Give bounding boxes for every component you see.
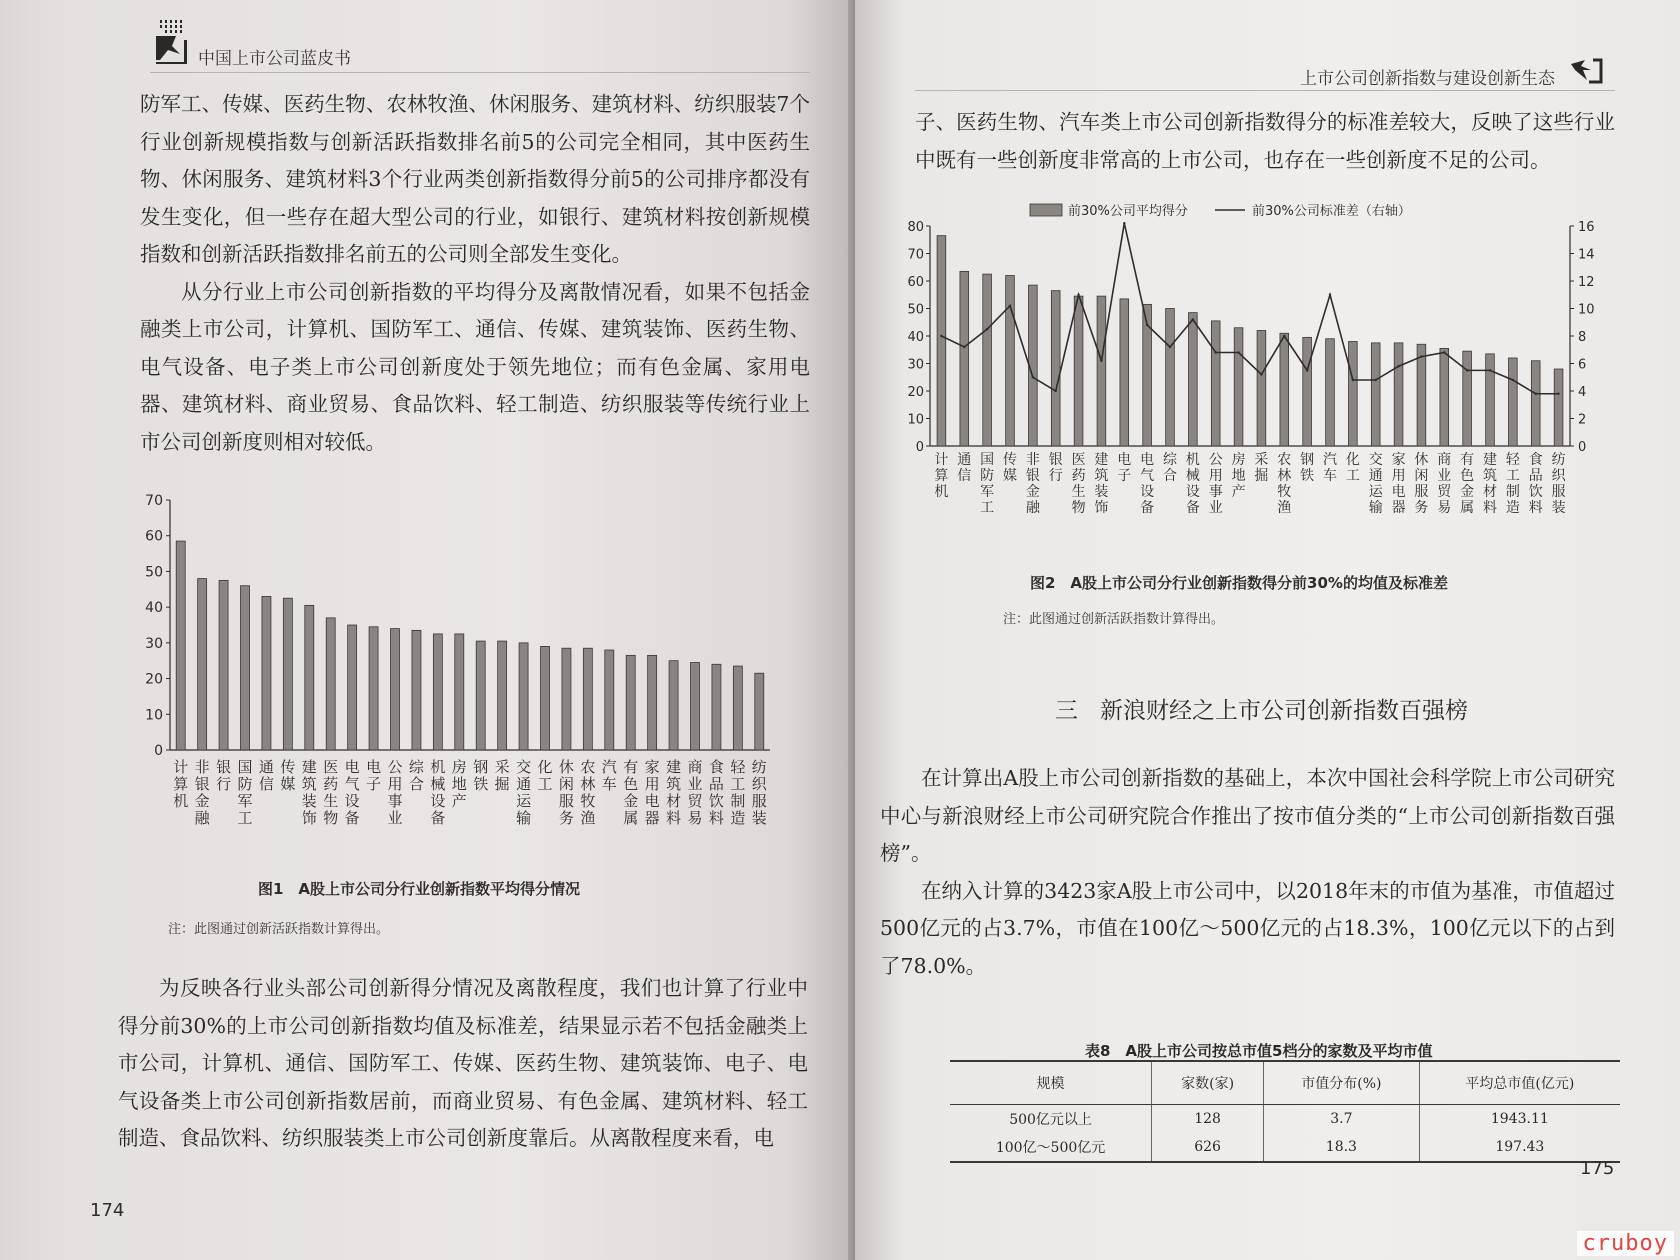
bar [198,579,207,750]
x-tick-label: 食品饮料 [708,758,724,827]
x-tick-label: 轻工制造 [730,758,746,827]
x-tick-label: 有色金属 [623,758,639,827]
x-tick-label: 家用电器 [644,758,660,827]
x-tick-label: 交通运输 [1368,452,1383,516]
running-header-right [915,50,1615,91]
x-tick-label: 农林牧渔 [1277,452,1292,516]
x-tick-label: 国防军工 [980,452,995,516]
bar [755,673,764,750]
x-tick-label: 机械设备 [430,758,446,827]
line-point [1375,379,1377,381]
x-tick-label: 轻工制造 [1505,452,1520,516]
x-tick-label: 汽车 [1323,452,1337,484]
line-point [963,346,965,348]
y-tick-label: 80 [907,220,924,235]
x-tick-label: 银行 [216,758,232,793]
body-text-right [880,760,1615,985]
x-tick-label: 计算机 [173,758,189,810]
line-point [1032,376,1034,378]
bar [605,650,614,750]
bar [1051,291,1060,446]
y2-tick-label: 4 [1578,385,1587,400]
y-tick-label: 60 [145,528,163,545]
x-tick-label: 纺织服装 [1551,452,1566,516]
x-tick-label: 采掘 [494,758,510,793]
line-point [1512,379,1514,381]
page-number-right: 175 [1580,1158,1615,1179]
legend-swatch-bar [1030,204,1062,216]
table-cell: 500亿元以上 [1009,1112,1092,1128]
y2-tick-label: 14 [1578,247,1595,263]
bar [476,641,485,750]
table-cell: 1943.11 [1419,1105,1620,1134]
x-tick-label: 医药生物 [323,758,339,827]
figure2-note: 注：此图通过创新活跃指数计算得出。 [1003,612,1225,627]
y-tick-label: 20 [145,671,163,688]
y-tick-label: 0 [154,743,163,759]
bar [648,655,657,750]
bar [691,663,700,751]
bar [1463,351,1472,446]
bar [326,618,335,750]
bar [283,598,292,750]
bar [176,541,185,750]
line-point [986,328,988,330]
x-tick-label: 医药生物 [1071,452,1086,516]
y-tick-label: 40 [145,600,163,617]
x-tick-label: 建筑装饰 [301,758,317,827]
bar [348,625,357,750]
bar [1326,339,1335,446]
bar [1303,337,1312,446]
x-tick-label: 通信 [957,452,972,484]
y-tick-label: 70 [907,247,924,263]
watermark: cruboy [1577,1231,1674,1256]
line-point [1420,355,1422,357]
y2-tick-label: 0 [1578,440,1587,455]
line-point [1077,294,1079,296]
bar [1211,321,1220,446]
line-point [1535,393,1537,395]
line-point [1009,305,1011,307]
table-header: 家数(家) [1152,1061,1264,1105]
line-point [940,335,942,337]
x-tick-label: 房地产 [1231,452,1246,500]
bar [1006,276,1015,447]
y-tick-label: 10 [145,707,163,724]
line-point [1352,379,1354,381]
x-tick-label: 农林牧渔 [580,758,596,827]
x-tick-label: 建筑材料 [666,758,682,827]
x-tick-label: 化工 [1345,452,1360,484]
x-tick-label: 休闲服务 [1414,452,1429,516]
x-tick-label: 公用事业 [1208,452,1223,516]
x-tick-label: 电气设备 [344,758,360,827]
x-tick-label: 食品饮料 [1528,452,1543,516]
line-point [1283,335,1285,337]
y2-tick-label: 2 [1578,412,1587,428]
bar [391,629,400,750]
line-point [1557,393,1559,395]
x-tick-label: 综合 [1163,452,1177,484]
y-tick-label: 50 [907,302,924,318]
body-text-bottom [118,970,808,1158]
bar [541,646,550,750]
line-point [1306,369,1308,371]
table-title: 表8 A股上市公司按总市值5档分的家数及平均市值 [1085,1042,1433,1060]
bar [1166,309,1175,447]
chapter-title: 上市公司创新指数与建设创新生态 [1300,69,1555,89]
y2-tick-label: 10 [1578,302,1595,318]
book-logo-icon [154,20,188,64]
line-point [1146,324,1148,326]
paragraph: 防军工、传媒、医药生物、农林牧渔、休闲服务、建筑材料、纺织服装7个行业创新规模指数与创新活跃指数排名前5的公司完全相同，其中医药生物、休闲服务、建筑材料3个行业两类创新指数得分前5的公司排序都没有发生变化，但一些存在超大型公司的行业，如银行、建筑材料按创新规模指数和创新活跃指数排名前五的公司则全部发生变化。 [140,92,810,266]
table-header: 规模 [950,1061,1152,1105]
paragraph: 在计算出A股上市公司创新指数的基础上，本次中国社会科学院上市公司研究中心与新浪财经上市公司研究院合作推出了按市值分类的“上市公司创新指数百强榜”。 [880,766,1615,865]
y-tick-label: 50 [145,564,163,581]
bar [519,643,528,750]
y2-tick-label: 12 [1578,275,1595,290]
paragraph: 为反映各行业头部公司创新得分情况及离散程度，我们也计算了行业中得分前30%的上市公司创新指数均值及标准差，结果显示若不包括金融类上市公司，计算机、通信、国防军工、传媒、医药生物、建筑装饰、电子、电气设备类上市公司创新指数居前，而商业贸易、有色金属、建筑材料、轻工制造、食品饮料、纺织服装类上市公司创新度靠后。从离散程度来看，电 [118,976,808,1150]
table-cell: 626 [1152,1133,1264,1162]
bar [412,630,421,750]
body-text-top [140,86,810,461]
book-title: 中国上市公司蓝皮书 [198,49,351,69]
x-tick-label: 有色金属 [1460,452,1475,516]
x-tick-label: 非银金融 [1025,452,1040,516]
bar [241,586,250,750]
table-row [950,1133,1620,1162]
y2-tick-label: 8 [1578,330,1587,345]
paragraph: 子、医药生物、汽车类上市公司创新指数得分的标准差较大，反映了这些行业中既有一些创新度非常高的上市公司，也存在一些创新度不足的公司。 [915,110,1615,172]
figure1-note: 注：此图通过创新活跃指数计算得出。 [168,922,390,937]
x-tick-label: 建筑材料 [1483,452,1497,516]
y-tick-label: 10 [907,412,924,428]
paragraph: 从分行业上市公司创新指数的平均得分及离散情况看，如果不包括金融类上市公司，计算机、国防军工、通信、传媒、建筑装饰、医药生物、电气设备、电子类上市公司创新度处于领先地位；而有色金属、家用电器、建筑材料、商业贸易、食品饮料、轻工制造、纺织服装等传统行业上市公司创新度则相对较低。 [140,279,810,454]
bar [562,648,571,750]
line-point [1329,294,1331,296]
bar [1440,348,1449,446]
line-point [1192,318,1194,320]
table-cell: 100亿～500亿元 [995,1140,1106,1156]
bar [583,648,592,750]
table-header: 平均总市值(亿元) [1419,1061,1620,1105]
line-point [1123,222,1125,224]
bar [1074,296,1083,446]
line-point [1466,369,1468,371]
bar [937,236,946,446]
paragraph: 在纳入计算的3423家A股上市公司中，以2018年末的市值为基准，市值超过500亿元的占3.7%，市值在100亿～500亿元的占18.3%，100亿元以下的占到了78.0%。 [880,878,1615,978]
bar [1394,343,1403,446]
x-tick-label: 交通运输 [516,758,532,827]
bar [433,634,442,750]
bar [369,627,378,750]
bar [1554,369,1563,446]
section-heading [1055,692,1468,725]
x-tick-label: 国防军工 [237,758,253,827]
x-tick-label: 化工 [537,758,553,793]
bar [983,274,992,446]
y-tick-label: 70 [145,493,163,509]
x-tick-label: 传媒 [280,758,296,793]
bar [733,666,742,750]
bar [960,271,969,446]
x-tick-label: 商业贸易 [687,758,703,827]
x-tick-label: 通信 [258,758,274,793]
bar [1257,331,1266,447]
y-tick-label: 60 [907,275,924,290]
x-tick-label: 建筑装饰 [1094,452,1109,516]
y-tick-label: 30 [907,357,924,373]
x-tick-label: 房地产 [451,758,467,810]
line-point [1055,390,1057,392]
y-tick-label: 0 [915,440,924,455]
x-tick-label: 计算机 [934,452,949,500]
x-tick-label: 电子 [366,758,382,793]
x-tick-label: 电气设备 [1140,452,1155,516]
x-tick-label: 机械设备 [1185,452,1200,516]
x-tick-label: 传媒 [1003,452,1017,484]
bar [1349,342,1358,447]
figure2-combo-chart [900,200,1620,550]
line-point [1489,369,1491,371]
x-tick-label: 非银金融 [194,758,210,827]
x-tick-label: 采掘 [1254,452,1269,484]
bar [1120,299,1129,446]
bar [1280,333,1289,446]
chapter-mark-icon [1567,56,1605,86]
y-tick-label: 20 [907,385,924,400]
bar [219,580,228,750]
body-text-right-top [915,104,1615,179]
y2-tick-label: 6 [1578,357,1587,373]
x-tick-label: 钢铁 [1300,452,1315,484]
section-number: 三 [1055,698,1078,724]
bar [1417,344,1426,446]
bar [262,596,271,750]
right-page [855,0,1680,1260]
bar [1509,358,1518,446]
x-tick-label: 家用电器 [1391,452,1406,516]
bar [1486,354,1495,446]
y-tick-label: 40 [907,330,924,345]
figure1-caption: 图1 A股上市公司分行业创新指数平均得分情况 [258,880,581,898]
line-point [1100,360,1102,362]
running-header [150,14,810,73]
x-tick-label: 休闲服务 [558,758,574,827]
table-cell: 197.43 [1419,1133,1620,1162]
bar [305,605,314,750]
line-point [1260,373,1262,375]
data-table [950,1060,1620,1163]
y-tick-label: 30 [145,635,163,652]
figure2-caption: 图2 A股上市公司分行业创新指数得分前30%的均值及标准差 [1030,574,1448,592]
table-row [950,1105,1620,1134]
page-number-left: 174 [90,1200,125,1221]
line-point [1215,351,1217,353]
bar [669,661,678,750]
figure1-bar-chart [140,490,810,850]
bar [626,655,635,750]
bar [1189,313,1198,446]
x-tick-label: 电子 [1117,452,1132,484]
x-tick-label: 商业贸易 [1437,452,1452,516]
x-tick-label: 汽车 [601,758,617,793]
legend-label: 前30%公司平均得分 [1068,204,1188,219]
line-point [1237,351,1239,353]
table-header: 市值分布(%) [1264,1061,1420,1105]
line-point [1397,365,1399,367]
y2-tick-label: 16 [1578,220,1595,235]
legend-label: 前30%公司标准差（右轴） [1252,204,1411,219]
x-tick-label: 综合 [408,758,424,793]
x-tick-label: 银行 [1048,452,1063,484]
bar [498,641,507,750]
x-tick-label: 钢铁 [473,758,489,793]
table-cell: 3.7 [1264,1105,1420,1134]
x-tick-label: 纺织服装 [751,758,767,827]
bar [1531,361,1540,446]
line-point [1443,351,1445,353]
bar [1097,296,1106,446]
bar [1234,328,1243,446]
line-point [1169,346,1171,348]
table-cell: 18.3 [1264,1133,1420,1162]
x-tick-label: 公用事业 [387,758,403,827]
section-title: 新浪财经之上市公司创新指数百强榜 [1100,698,1468,724]
bar [712,664,721,750]
table-cell: 128 [1152,1105,1264,1134]
bar [1371,343,1380,446]
bar [455,634,464,750]
